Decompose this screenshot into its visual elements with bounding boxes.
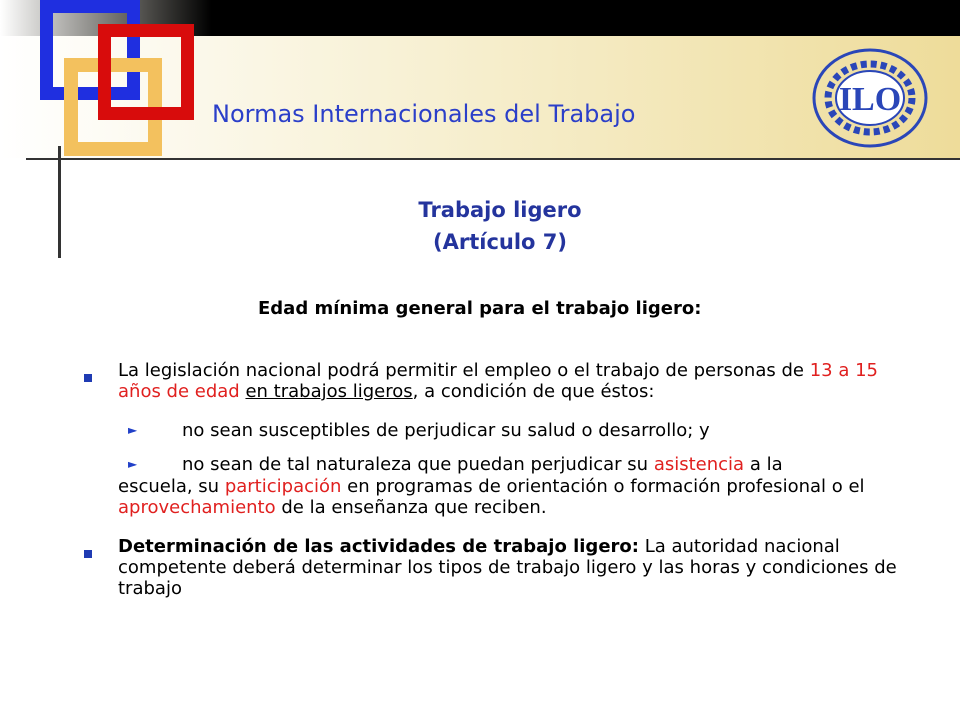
sub-bullet-1 xyxy=(118,420,898,441)
cont-text-a: escuela, su xyxy=(118,476,225,497)
triangle-right-icon: ► xyxy=(128,457,138,471)
sub-bullet-2-text-b: a la xyxy=(744,454,783,475)
bullet-item-2 xyxy=(84,536,914,599)
bullet-1-text-b: , a condición de que éstos: xyxy=(412,381,655,402)
horizontal-rule xyxy=(26,158,960,160)
sub-bullet-2 xyxy=(118,454,898,475)
highlight-aprovechamiento: aprovechamiento xyxy=(118,497,276,518)
bullet-1-text xyxy=(118,360,914,402)
bullet-item-1 xyxy=(84,360,914,402)
ilo-logo-icon xyxy=(810,48,930,148)
sub-bullet-1-text: no sean susceptibles de perjudicar su salud o desarrollo; y xyxy=(182,420,710,441)
highlight-asistencia: asistencia xyxy=(653,454,745,475)
header-title: Normas Internacionales del Trabajo xyxy=(212,100,636,128)
slide-title-line2: (Artículo 7) xyxy=(433,230,567,254)
bullet-2-bold: Determinación de las actividades de trabajo ligero: xyxy=(118,536,639,557)
square-bullet-icon xyxy=(84,374,92,382)
underline-light-work: en trabajos ligeros xyxy=(245,381,413,402)
logo-text: ILO xyxy=(838,81,902,118)
triangle-right-icon: ► xyxy=(128,423,138,437)
bullet-1-text-a: La legislación nacional podrá permitir el empleo o el trabajo de personas de xyxy=(118,360,810,381)
sub-bullet-2-continuation xyxy=(118,476,898,518)
bullet-2-body: La autoridad nacional competente deberá determinar los tipos de trabajo ligero y las horas y condiciones de trabajo xyxy=(118,536,897,599)
square-bullet-icon xyxy=(84,550,92,558)
red-square-decoration xyxy=(98,24,194,120)
subtitle: Edad mínima general para el trabajo ligero: xyxy=(258,298,702,319)
sub-bullet-2-text-a: no sean de tal naturaleza que puedan perjudicar su xyxy=(182,454,654,475)
bullet-2-text xyxy=(118,536,914,599)
slide-title xyxy=(0,194,960,258)
highlight-age: 13 a 15 años de edad xyxy=(118,360,878,402)
slide-title-line1: Trabajo ligero xyxy=(418,198,582,222)
cont-text-c: de la enseñanza que reciben. xyxy=(275,497,547,518)
sub-bullet-2-text xyxy=(182,454,898,475)
highlight-participacion: participación xyxy=(224,476,342,497)
cont-text-b: en programas de orientación o formación profesional o el xyxy=(341,476,865,497)
